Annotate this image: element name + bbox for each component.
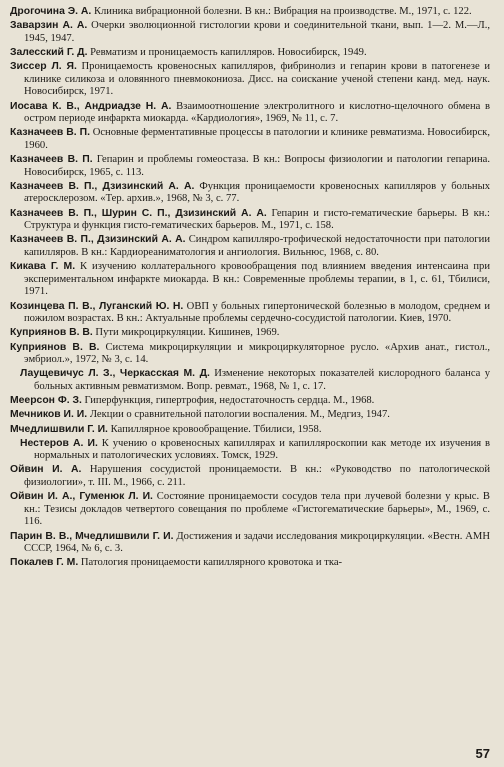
bibliography-entry	[10, 395, 490, 408]
bibliography-entry	[10, 234, 490, 259]
bibliography-entry	[10, 261, 490, 299]
entry-author: Козинцева П. В., Луганский Ю. Н.	[10, 300, 184, 312]
entry-author: Казначеев В. П.	[10, 127, 90, 139]
bibliography-entry	[10, 301, 490, 326]
entry-author: Лаущевичус Л. З., Черкасская М. Д.	[20, 368, 210, 380]
bibliography-list	[10, 6, 490, 570]
bibliography-entry	[10, 154, 490, 179]
entry-text: Лекции о сравнительной патологии воспаления. М., Медгиз, 1947.	[89, 409, 390, 421]
bibliography-entry	[10, 438, 490, 463]
entry-author: Мчедлишвили Г. И.	[10, 423, 108, 435]
entry-author: Покалев Г. М.	[10, 557, 79, 569]
entry-author: Ойвин И. А., Гуменюк Л. И.	[10, 491, 153, 503]
entry-text: Клиника вибрационной болезни. В кн.: Вибрация на производстве. М., 1971, с. 122.	[93, 6, 472, 17]
bibliography-entry	[10, 6, 490, 19]
entry-author: Меерсон Ф. З.	[10, 395, 82, 407]
bibliography-entry	[10, 101, 490, 126]
bibliography-entry	[10, 491, 490, 529]
entry-author: Казначеев В. П., Дзизинский А. А.	[10, 234, 186, 246]
entry-author: Нестеров А. И.	[20, 437, 98, 449]
entry-author: Мечников И. И.	[10, 409, 88, 421]
entry-text: К учению о кровеносных капиллярах и капилляроскопии как методе их изучения в нормальных и патологических условиях. Томск, 1929.	[34, 437, 491, 462]
entry-text: Изменение некоторых показателей кислородного баланса у больных активным ревматизмом. Вопр. ревмат., 1968, № 1, с. 17.	[34, 368, 490, 392]
entry-author: Кикава Г. М.	[10, 261, 76, 273]
bibliography-entry	[10, 47, 490, 60]
bibliography-entry	[10, 327, 490, 340]
bibliography-entry	[10, 464, 490, 489]
entry-author: Зиссер Л. Я.	[10, 61, 77, 73]
bibliography-entry	[10, 368, 490, 393]
entry-author: Дрогочина Э. А.	[10, 6, 92, 17]
bibliography-entry	[10, 424, 490, 437]
entry-text: Патология проницаемости капиллярного кровотока и тка-	[80, 557, 343, 569]
entry-text: Ревматизм и проницаемость капилляров. Новосибирск, 1949.	[90, 46, 367, 58]
entry-text: Очерки эволюционной гистологии крови и соединительной ткани, вып. 1—2. М.—Л., 1945, 1947.	[24, 20, 490, 44]
bibliography-entry	[10, 61, 490, 99]
entry-text: Система микроциркуляции и микроциркуляторное русло. «Архив анат., гистол., эмбриол.», 1972, № 3, с. 14.	[24, 341, 490, 366]
entry-text: Состояние проницаемости сосудов тела при лучевой болезни у крыс. В кн.: Тезисы докладов четвертого совещания по проблеме «Гистогематические барьеры», М., 1969, с. 116.	[24, 491, 490, 528]
bibliography-entry	[10, 557, 490, 570]
bibliography-entry	[10, 181, 490, 206]
entry-text: Функция проницаемости кровеносных капилляров у больных атеросклерозом. «Тер. архив.», 1968, № 3, с. 77.	[24, 180, 490, 205]
entry-author: Парин В. В., Мчедлишвили Г. И.	[10, 530, 174, 542]
entry-author: Ойвин И. А.	[10, 464, 82, 476]
entry-text: Капиллярное кровообращение. Тбилиси, 1958.	[110, 423, 322, 435]
entry-text: Проницаемость кровеносных капилляров, фибринолиз и гепарин крови в патогенезе и клинике силикоза и оловянного пневмокониоза. Дисс. на соискание ученой степени канд. мед. наук. Новосибирск, 1971.	[24, 61, 490, 98]
bibliography-entry	[10, 409, 490, 422]
entry-author: Куприянов В. В.	[10, 341, 100, 353]
entry-text: Гиперфункция, гипертрофия, недостаточность сердца. М., 1968.	[84, 395, 375, 407]
bibliography-entry	[10, 127, 490, 152]
entry-author: Куприянов В. В.	[10, 327, 93, 339]
bibliography-entry	[10, 208, 490, 233]
bibliography-entry	[10, 531, 490, 556]
entry-author: Залесский Г. Д.	[10, 46, 88, 58]
entry-author: Казначеев В. П., Дзизинский А. А.	[10, 180, 195, 192]
entry-text: Нарушения сосудистой проницаемости. В кн.: «Руководство по патологической физиологии», т. III. М., 1966, с. 211.	[24, 464, 491, 489]
entry-author: Иосава К. В., Андриадзе Н. А.	[10, 100, 172, 112]
entry-text: Достижения и задачи исследования микроциркуляции. «Вестн. АМН СССР, 1964, № 6, с. 3.	[24, 530, 490, 555]
entry-text: Пути микроциркуляции. Кишинев, 1969.	[95, 327, 280, 339]
entry-text: Основные ферментативные процессы в патологии и клинике ревматизма. Новосибирск, 1960.	[24, 127, 490, 151]
entry-author: Казначеев В. П.	[10, 154, 93, 166]
entry-author: Казначеев В. П., Шурин С. П., Дзизинский А. А.	[10, 207, 267, 219]
entry-text: Взаимоотношение электролитного и кислотно-щелочного обмена в остром периоде инфаркта миокарда. «Кардиология», 1969, № 11, с. 7.	[24, 100, 490, 125]
bibliography-entry	[10, 342, 490, 367]
entry-author: Заварзин А. А.	[10, 20, 88, 32]
entry-text: Гепарин и гисто-гематические барьеры. В кн.: Структура и функция гисто-гематических барьеров. М., 1971, с. 158.	[24, 207, 490, 232]
entry-text: ОВП у больных гипертонической болезнью в молодом, среднем и пожилом возрастах. В кн.: Актуальные проблемы сердечно-сосудистой патологии. Киев, 1970.	[24, 300, 491, 325]
entry-text: Гепарин и проблемы гомеостаза. В кн.: Вопросы физиологии и патологии гепарина. Новосибирск, 1965, с. 113.	[24, 154, 490, 178]
page-number: 57	[475, 746, 490, 761]
bibliography-entry	[10, 20, 490, 45]
entry-text: К изучению коллатерального кровообращения под влиянием введения интенсаина при экспериментальном инфаркте миокарда. В кн.: Современные проблемы терапии, в 1, с. 61, Тбилиси, 1971.	[24, 261, 490, 298]
entry-text: Синдром капилляро-трофической недостаточности при патологии капилляров. В кн.: Кардиореаниматология и ангиология. Вильнюс, 1968, с. 80.	[24, 234, 490, 259]
